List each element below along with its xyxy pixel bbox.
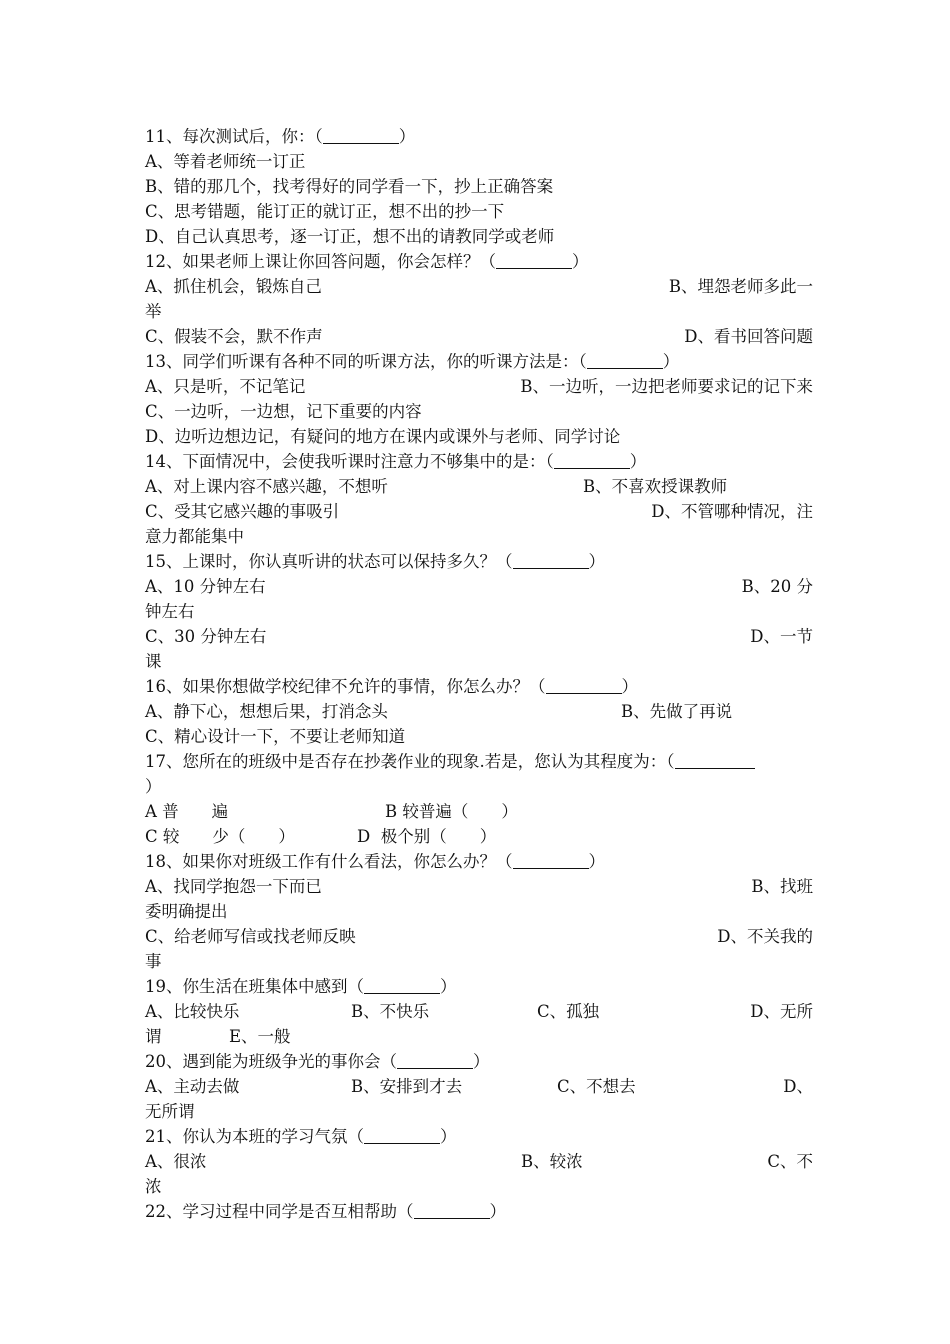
question-close: ）	[588, 852, 605, 871]
option-c: C、假装不会，默不作声	[145, 327, 323, 346]
answer-blank	[414, 1202, 490, 1219]
question-15	[145, 549, 813, 574]
option-b-wrap: 钟左右	[145, 602, 195, 621]
option-d: D、不关我的	[717, 927, 813, 946]
option-row	[145, 374, 813, 399]
option-row	[145, 1149, 813, 1174]
option-b-wrap: 委明确提出	[145, 902, 228, 921]
option-row	[145, 924, 813, 949]
option-row	[145, 999, 813, 1024]
option-c-wrap: 浓	[145, 1177, 162, 1196]
option-row	[145, 574, 813, 599]
option-b: B、先做了再说	[621, 702, 733, 721]
question-close: ）	[489, 1202, 506, 1221]
question-close: ）	[440, 977, 457, 996]
question-close: ）	[572, 252, 589, 271]
option-d-wrap: 课	[145, 652, 162, 671]
option-row	[145, 699, 813, 724]
question-18	[145, 849, 813, 874]
question-stem: 18、如果你对班级工作有什么看法，你怎么办？（	[145, 852, 513, 871]
option-a: A、10 分钟左右	[145, 577, 266, 596]
option-row	[145, 624, 813, 649]
option-b: B、20 分	[741, 577, 813, 596]
answer-blank	[513, 852, 589, 869]
option-d-wrap: 意力都能集中	[145, 527, 244, 546]
question-close: ）	[145, 777, 162, 796]
option-row	[145, 324, 813, 349]
option-c: C、不想去	[557, 1077, 636, 1096]
answer-blank	[513, 552, 589, 569]
answer-blank	[364, 1127, 440, 1144]
question-14	[145, 449, 813, 474]
option-d: D、看书回答问题	[684, 327, 813, 346]
option-d: D、不管哪种情况，注	[651, 502, 813, 521]
questionnaire-page	[145, 124, 813, 1224]
question-stem: 22、学习过程中同学是否互相帮助（	[145, 1202, 414, 1221]
option-b-wrap: 举	[145, 302, 162, 321]
option-a: A、静下心，想想后果，打消念头	[145, 702, 388, 721]
option-a: A、等着老师统一订正	[145, 152, 306, 171]
question-16	[145, 674, 813, 699]
option-row	[145, 799, 813, 824]
option-b: B、一边听，一边把老师要求记的记下来	[520, 377, 813, 396]
question-stem: 21、你认为本班的学习气氛（	[145, 1127, 364, 1146]
option-d-wrap: 事	[145, 952, 162, 971]
question-close: ）	[440, 1127, 457, 1146]
option-c: C、给老师写信或找老师反映	[145, 927, 356, 946]
question-22	[145, 1199, 813, 1224]
option-e: E、一般	[229, 1027, 291, 1046]
option-d-wrap: 无所谓	[145, 1102, 195, 1121]
option-c: C、受其它感兴趣的事吸引	[145, 502, 340, 521]
option-a: A、主动去做	[145, 1077, 240, 1096]
answer-blank	[323, 127, 399, 144]
question-stem: 20、遇到能为班级争光的事你会（	[145, 1052, 397, 1071]
option-row	[145, 874, 813, 899]
option-c: C、一边听，一边想，记下重要的内容	[145, 402, 422, 421]
option-b: B、不喜欢授课教师	[583, 477, 728, 496]
answer-blank	[397, 1052, 473, 1069]
option-a: A、很浓	[145, 1152, 207, 1171]
option-b: B、埋怨老师多此一	[668, 277, 813, 296]
option-d: D、一节	[750, 627, 813, 646]
option-c: C、不	[767, 1152, 813, 1171]
option-d: D、自己认真思考，逐一订正，想不出的请教同学或老师	[145, 227, 555, 246]
answer-blank	[554, 452, 630, 469]
question-stem: 14、下面情况中，会使我听课时注意力不够集中的是：（	[145, 452, 554, 471]
question-stem: 19、你生活在班集体中感到（	[145, 977, 364, 996]
answer-blank	[364, 977, 440, 994]
question-stem: 12、如果老师上课让你回答问题，你会怎样？（	[145, 252, 496, 271]
option-a: A、找同学抱怨一下而已	[145, 877, 322, 896]
question-stem: 13、同学们听课有各种不同的听课方法，你的听课方法是：（	[145, 352, 587, 371]
option-a: A、比较快乐	[145, 1002, 240, 1021]
question-13	[145, 349, 813, 374]
question-close: ）	[398, 127, 416, 146]
answer-blank	[546, 677, 622, 694]
option-row	[145, 1074, 813, 1099]
option-c: C 较 少（ ）	[145, 827, 295, 846]
answer-blank	[675, 752, 755, 769]
option-b: B、错的那几个，找考得好的同学看一下，抄上正确答案	[145, 177, 554, 196]
question-19	[145, 974, 813, 999]
option-d: D、	[783, 1077, 813, 1096]
question-close: ）	[629, 452, 647, 471]
question-close: ）	[588, 552, 605, 571]
option-a: A、对上课内容不感兴趣，不想听	[145, 477, 388, 496]
question-stem: 11、每次测试后，你：（	[145, 127, 323, 146]
answer-blank	[587, 352, 663, 369]
question-20	[145, 1049, 813, 1074]
question-close: ）	[473, 1052, 490, 1071]
option-d: D、边听边想边记，有疑问的地方在课内或课外与老师、同学讨论	[145, 427, 621, 446]
option-row	[145, 274, 813, 299]
option-row	[145, 474, 813, 499]
option-b: B 较普遍（ ）	[385, 802, 518, 821]
question-11	[145, 124, 813, 149]
option-d-wrap: 谓	[145, 1027, 162, 1046]
option-d: D 极个别（ ）	[357, 827, 497, 846]
option-a: A 普 遍	[145, 802, 229, 821]
question-stem: 16、如果你想做学校纪律不允许的事情，你怎么办？（	[145, 677, 546, 696]
option-row	[145, 824, 813, 849]
option-d: D、无所	[750, 1002, 813, 1021]
question-stem: 15、上课时，你认真听讲的状态可以保持多久？（	[145, 552, 513, 571]
option-b: B、不快乐	[351, 1002, 430, 1021]
option-b: B、安排到才去	[351, 1077, 463, 1096]
option-c: C、精心设计一下，不要让老师知道	[145, 727, 406, 746]
question-stem: 17、您所在的班级中是否存在抄袭作业的现象.若是，您认为其程度为：（	[145, 752, 675, 771]
question-close: ）	[621, 677, 638, 696]
question-21	[145, 1124, 813, 1149]
option-row	[145, 1024, 813, 1049]
option-row	[145, 499, 813, 524]
option-c: C、30 分钟左右	[145, 627, 267, 646]
question-17	[145, 749, 813, 774]
option-b: B、较浓	[521, 1152, 583, 1171]
option-c: C、孤独	[537, 1002, 600, 1021]
question-close: ）	[662, 352, 680, 371]
option-c: C、思考错题，能订正的就订正，想不出的抄一下	[145, 202, 505, 221]
answer-blank	[496, 252, 572, 269]
option-a: A、只是听，不记笔记	[145, 377, 306, 396]
option-a: A、抓住机会，锻炼自己	[145, 277, 322, 296]
option-b: B、找班	[751, 877, 813, 896]
question-12	[145, 249, 813, 274]
